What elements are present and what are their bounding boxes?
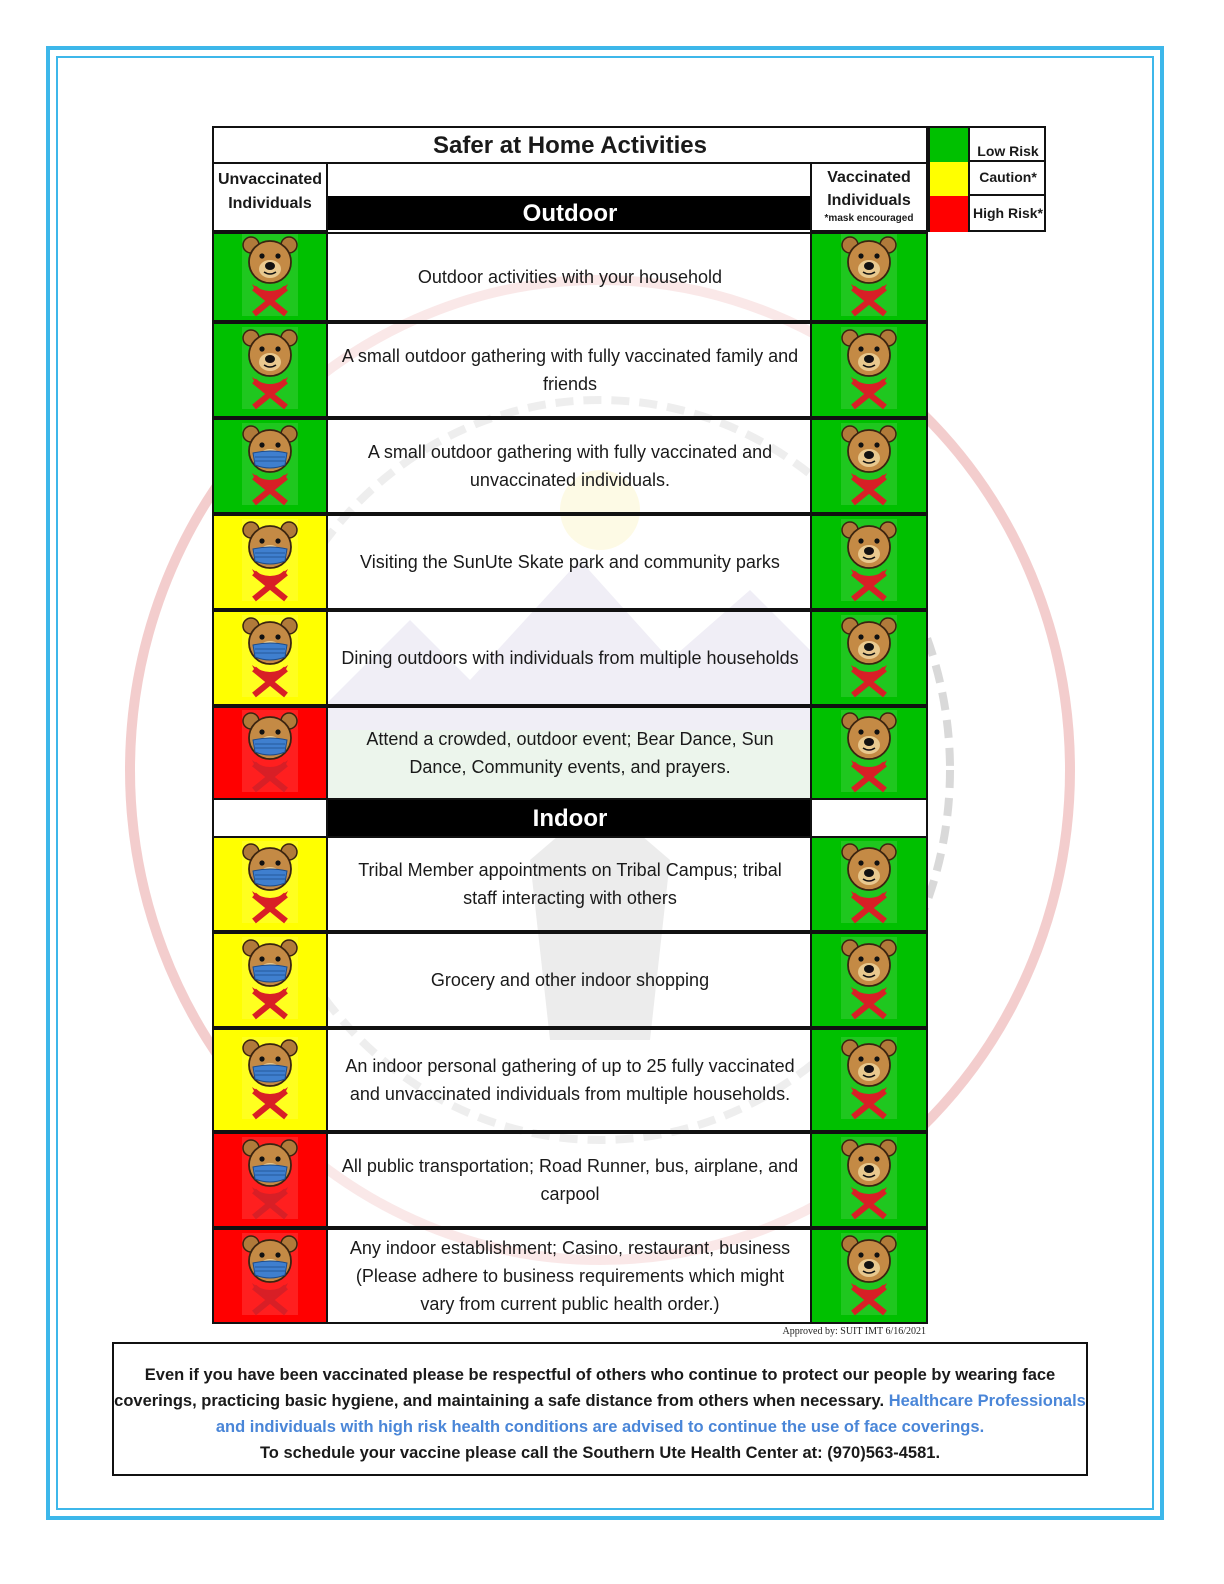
bear-icon: [240, 325, 300, 416]
bear-icon: [839, 517, 899, 608]
activity-description: Dining outdoors with individuals from multiple households: [328, 610, 812, 706]
masked-bear-icon: [240, 708, 300, 799]
activity-description: A small outdoor gathering with fully vaccinated and unvaccinated individuals.: [328, 418, 812, 514]
notice-highlight: Healthcare Professionals and individuals with high risk health conditions are advised to continue the use of face coverings.: [215, 1392, 1086, 1436]
unvaccinated-risk-cell: [212, 706, 328, 800]
vaccinated-risk-cell: [810, 1228, 928, 1324]
unvaccinated-risk-cell: [212, 232, 328, 322]
legend-swatch-high: [930, 196, 970, 232]
masked-bear-icon: [240, 421, 300, 512]
masked-bear-icon: [240, 1231, 300, 1322]
bear-icon: [839, 1135, 899, 1226]
section-indoor: Indoor: [328, 800, 812, 836]
vaccinated-risk-cell: [810, 418, 928, 514]
activity-description: All public transportation; Road Runner, bus, airplane, and carpool: [328, 1132, 812, 1228]
unvaccinated-risk-cell: [212, 1228, 328, 1324]
mask-note: *mask encouraged: [824, 213, 914, 224]
unvaccinated-risk-cell: [212, 1028, 328, 1132]
unvaccinated-header: Unvaccinated Individuals: [212, 162, 328, 232]
section-outdoor: Outdoor: [328, 196, 812, 230]
indoor-right-spacer: [810, 800, 928, 836]
activity-description: Tribal Member appointments on Tribal Campus; tribal staff interacting with others: [328, 836, 812, 932]
activity-row: [212, 932, 928, 1028]
legend-label-low: Low Risk: [970, 128, 1046, 162]
legend-label-high: High Risk*: [972, 205, 1043, 221]
notice-text: Even if you have been vaccinated please be respectful of others who continue to protect our people by wearing face coverings, practicing basic hygiene, and maintaining a safe distance from others when necessary.: [114, 1366, 1056, 1410]
header-spacer: [328, 162, 812, 196]
unvaccinated-risk-cell: [212, 610, 328, 706]
activity-description: Outdoor activities with your household: [328, 232, 812, 322]
unvaccinated-risk-cell: [212, 322, 328, 418]
activity-description: Visiting the SunUte Skate park and community parks: [328, 514, 812, 610]
activity-row: [212, 514, 928, 610]
unvaccinated-risk-cell: [212, 514, 328, 610]
risk-legend: [928, 126, 1046, 232]
activity-row: [212, 1028, 928, 1132]
activity-row: [212, 610, 928, 706]
vaccinated-risk-cell: [810, 232, 928, 322]
vaccinated-risk-cell: [810, 1132, 928, 1228]
bear-icon: [839, 325, 899, 416]
activity-description: An indoor personal gathering of up to 25 fully vaccinated and unvaccinated individuals from multiple households.: [328, 1028, 812, 1132]
activity-row: [212, 418, 928, 514]
legend-swatch-low: [930, 128, 970, 162]
activity-description: Any indoor establishment; Casino, restaurant, business (Please adhere to business requirements which might vary from current public health order.): [328, 1228, 812, 1324]
bear-icon: [839, 232, 899, 323]
bear-icon: [839, 839, 899, 930]
unvaccinated-risk-cell: [212, 1132, 328, 1228]
unvaccinated-risk-cell: [212, 418, 328, 514]
activity-row: [212, 706, 928, 800]
unvaccinated-risk-cell: [212, 932, 328, 1028]
unvaccinated-risk-cell: [212, 836, 328, 932]
bear-icon: [839, 421, 899, 512]
vaccinated-risk-cell: [810, 932, 928, 1028]
activity-description: Grocery and other indoor shopping: [328, 932, 812, 1028]
activity-description: Attend a crowded, outdoor event; Bear Dance, Sun Dance, Community events, and prayers.: [328, 706, 812, 800]
vaccinated-risk-cell: [810, 610, 928, 706]
vaccinated-risk-cell: [810, 1028, 928, 1132]
bear-icon: [839, 613, 899, 704]
bear-icon: [839, 1035, 899, 1126]
vaccinated-risk-cell: [810, 706, 928, 800]
vaccinated-risk-cell: [810, 322, 928, 418]
bear-icon: [839, 708, 899, 799]
indoor-left-spacer: [212, 800, 328, 836]
activity-row: [212, 1132, 928, 1228]
activity-row: [212, 836, 928, 932]
bear-icon: [240, 232, 300, 323]
legend-label-caution: Caution*: [970, 162, 1046, 196]
page-title: Safer at Home Activities: [212, 126, 928, 164]
vaccinated-header-label: Vaccinated Individuals: [827, 169, 911, 209]
bear-icon: [839, 935, 899, 1026]
masked-bear-icon: [240, 935, 300, 1026]
activity-row: [212, 322, 928, 418]
notice-schedule: To schedule your vaccine please call the Southern Ute Health Center at: (970)563-4581.: [259, 1444, 941, 1462]
vaccinated-risk-cell: [810, 836, 928, 932]
masked-bear-icon: [240, 613, 300, 704]
bear-icon: [839, 1231, 899, 1322]
masked-bear-icon: [240, 1135, 300, 1226]
activity-description: A small outdoor gathering with fully vaccinated family and friends: [328, 322, 812, 418]
approval-note: Approved by: SUIT IMT 6/16/2021: [782, 1326, 926, 1337]
legend-swatch-caution: [930, 162, 970, 196]
activity-row: [212, 232, 928, 322]
vaccinated-header: [810, 162, 928, 232]
notice-box: [112, 1342, 1088, 1476]
masked-bear-icon: [240, 1035, 300, 1126]
activity-row: [212, 1228, 928, 1324]
masked-bear-icon: [240, 517, 300, 608]
vaccinated-risk-cell: [810, 514, 928, 610]
masked-bear-icon: [240, 839, 300, 930]
